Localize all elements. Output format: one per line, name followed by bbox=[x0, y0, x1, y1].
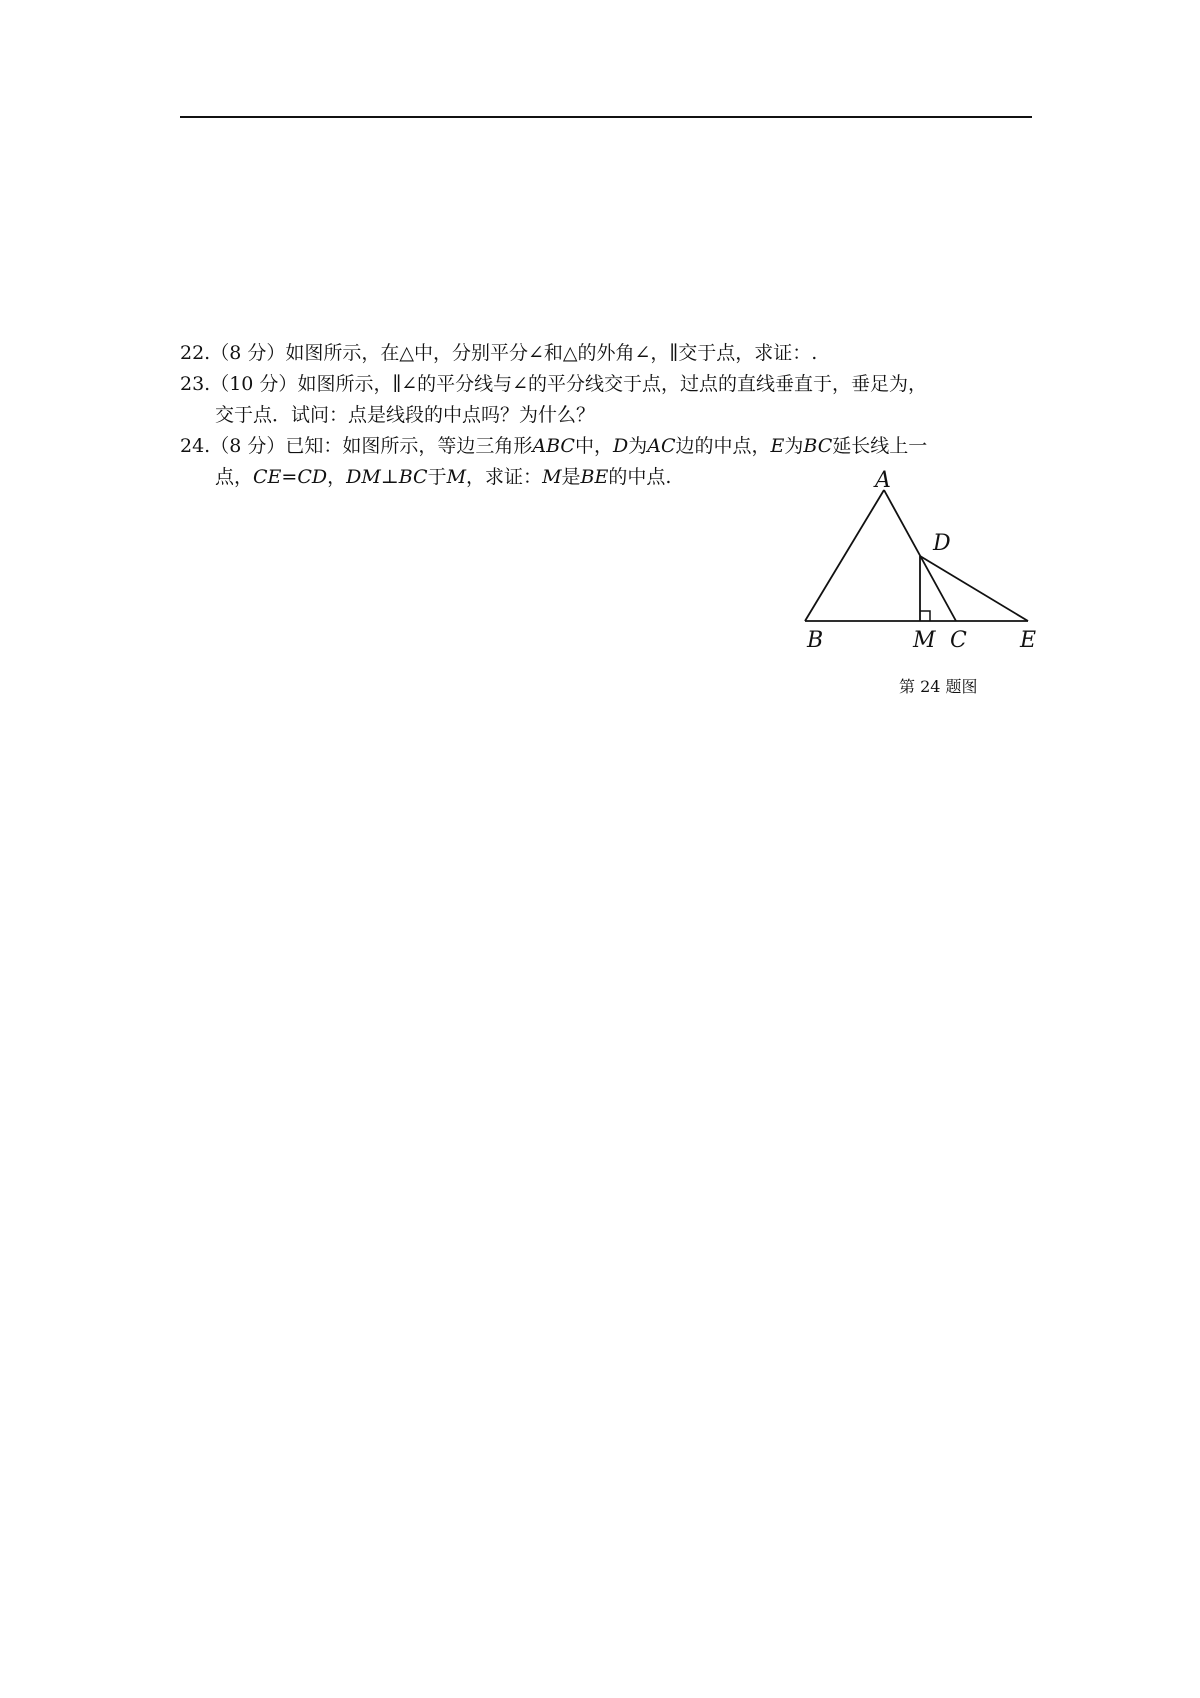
problem-number: 22. bbox=[180, 342, 211, 364]
math-dm-perp-bc: DM⊥BC bbox=[346, 466, 428, 488]
problem-text: 延长线上一 bbox=[832, 435, 928, 457]
header-rule bbox=[180, 116, 1032, 118]
problem-number: 24. bbox=[180, 435, 211, 457]
figure-caption: 第 24 题图 bbox=[899, 677, 978, 696]
label-e: E bbox=[1020, 628, 1037, 653]
problem-text: 中， bbox=[574, 435, 613, 457]
problem-text: 如图所示，∥∠的平分线与∠的平分线交于点，过点的直线垂直于，垂足为， bbox=[297, 373, 928, 395]
problem-text: 交于点．试问：点是线段的中点吗？为什么？ bbox=[215, 404, 596, 426]
math-d: D bbox=[612, 435, 629, 457]
problem-text: 的中点. bbox=[608, 466, 672, 488]
math-ce-eq-cd: CE=CD bbox=[253, 466, 328, 488]
problem-text: 是 bbox=[561, 466, 581, 488]
problem-score: （8 分） bbox=[210, 342, 286, 364]
label-a: A bbox=[875, 470, 891, 493]
line-de bbox=[920, 556, 1028, 621]
problem-score: （8 分） bbox=[210, 435, 286, 457]
problem-text: 点， bbox=[215, 466, 254, 488]
math-m: M bbox=[542, 466, 562, 488]
problem-text: ，求证： bbox=[466, 466, 543, 488]
problem-text: 边的中点， bbox=[675, 435, 771, 457]
problem-text: 于 bbox=[427, 466, 447, 488]
problem-23 bbox=[180, 369, 1032, 400]
math-ac: AC bbox=[647, 435, 676, 457]
label-b: B bbox=[807, 628, 824, 653]
problem-text: 如图所示，在△中，分别平分∠和△的外角∠，∥交于点，求证：. bbox=[285, 342, 818, 364]
math-abc: ABC bbox=[532, 435, 575, 457]
right-angle-mark bbox=[920, 611, 930, 621]
problem-number: 23. bbox=[180, 373, 211, 395]
problem-text: 已知：如图所示，等边三角形 bbox=[285, 435, 533, 457]
problem-24 bbox=[180, 431, 1032, 462]
problem-text: 为 bbox=[784, 435, 804, 457]
problem-22 bbox=[180, 338, 1032, 369]
label-c: C bbox=[950, 628, 967, 653]
problem-score: （10 分） bbox=[210, 373, 298, 395]
figure-24 bbox=[795, 470, 1045, 680]
math-m: M bbox=[446, 466, 467, 488]
problem-23-continuation bbox=[180, 400, 1032, 431]
triangle-diagram bbox=[795, 470, 1045, 660]
label-d: D bbox=[933, 531, 951, 556]
line-ab bbox=[805, 490, 884, 621]
problem-text: ， bbox=[327, 466, 347, 488]
math-e: E bbox=[770, 435, 785, 457]
problem-text: 为 bbox=[628, 435, 648, 457]
math-be: BE bbox=[580, 466, 609, 488]
label-m: M bbox=[913, 628, 936, 653]
math-bc: BC bbox=[803, 435, 833, 457]
